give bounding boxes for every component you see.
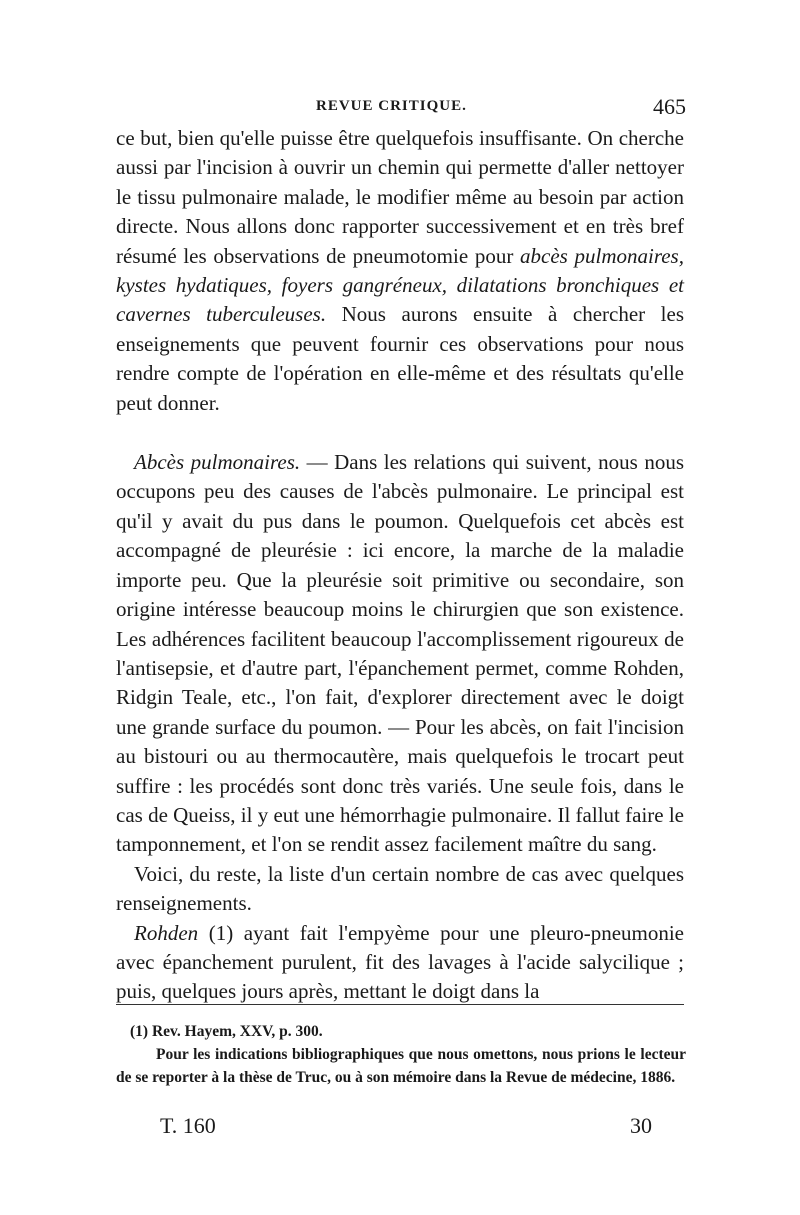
running-title: REVUE CRITIQUE. — [316, 98, 467, 114]
paragraph-intro-italic: abcès pulmonaires, kystes hydatiques, foyers gangréneux, dilatations bronchiques et cavernes tuberculeuses. — [116, 243, 684, 327]
body-text — [116, 124, 684, 1007]
running-head — [116, 96, 686, 120]
paragraph-intro — [116, 124, 684, 418]
paragraph-rohden — [116, 919, 684, 1007]
footnote-divider — [116, 1004, 684, 1005]
signature-number: 30 — [630, 1113, 652, 1138]
paragraph-abces-text: — Dans les relations qui suivent, nous nous occupons peu des causes de l'abcès pulmonaire. Le principal est qu'il y avait du pus dans le poumon. Quelquefois cet abcès est accompagné de pleurésie : ici encore, la marche de la maladie importe peu. Que la pleurésie soit primitive ou secondaire, son origine intéresse beaucoup moins le chirurgien que son existence. Les adhérences facilitent beaucoup l'accomplissement rigoureux de l'antisepsie, et d'autre part, l'épanchement permet, comme Rohden, Ridgin Teale, etc., l'on fait, d'explorer directement avec le doigt une grande surface du poumon. — Pour les abcès, on fait l'incision au bistouri ou au thermocautère, mais quelquefois le trocart peut suffire : les procédés sont donc très variés. Une seule fois, dans le cas de Queiss, il y eut une hémorrhagie pulmonaire. Il fallut faire le tamponnement, et l'on se rendit assez facilement maître du sang. — [116, 450, 685, 857]
paragraph-intro-text: ce but, bien qu'elle puisse être quelquefois insuffisante. On cherche aussi par l'incision à ouvrir un chemin qui permette d'aller nettoyer le tissu pulmonaire malade, le modifier même au besoin par action directe. Nous allons donc rapporter successivement et en très bref résumé les observations de pneumotomie pour — [116, 126, 684, 268]
author-name-rohden: Rohden — [134, 920, 199, 945]
paragraph-intro-end: Nous aurons ensuite à chercher les enseignements que peuvent fournir ces observations pour nous rendre compte de l'opération en elle-même et des résultats qu'elle peut donner. — [116, 302, 684, 415]
paragraph-rohden-text: (1) ayant fait l'empyème pour une pleuro-pneumonie avec épanchement purulent, fit des lavages à l'acide salycilique ; puis, quelques jours après, mettant le doigt dans la — [116, 920, 685, 1004]
footnotes — [116, 1020, 686, 1089]
footnote-1: (1) Rev. Hayem, XXV, p. 300. — [130, 1023, 323, 1040]
footnote-bibliography: Pour les indications bibliographiques que nous omettons, nous prions le lecteur de se reporter à la thèse de Truc, ou à son mémoire dans la Revue de médecine, 1886. — [116, 1046, 686, 1086]
paragraph-liste — [116, 860, 684, 919]
page-number: 465 — [653, 94, 686, 119]
volume-mark: T. 160 — [160, 1113, 216, 1138]
section-gap — [116, 418, 684, 448]
paragraph-liste-text: Voici, du reste, la liste d'un certain nombre de cas avec quelques renseignements. — [116, 861, 684, 916]
paragraph-abces — [116, 448, 684, 860]
section-heading-abces: Abcès pulmonaires. — [134, 450, 301, 475]
